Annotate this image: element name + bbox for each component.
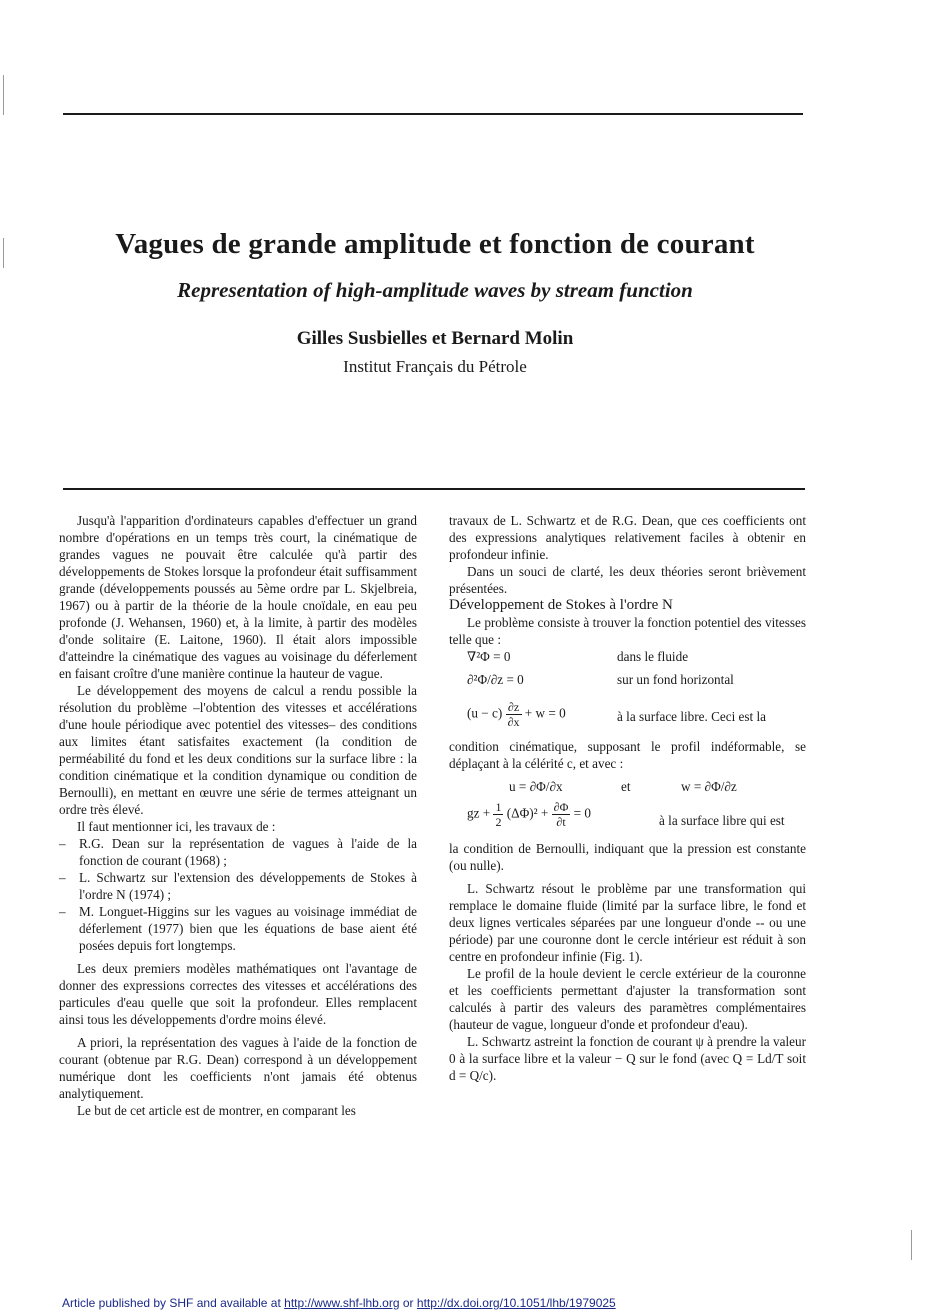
top-rule xyxy=(63,113,803,115)
equation-lhs: ∇²Φ = 0 xyxy=(467,649,511,664)
paragraph: Il faut mentionner ici, les travaux de : xyxy=(77,819,276,834)
paragraph: L. Schwartz astreint la fonction de courant ψ à prendre la valeur 0 à la surface libre et la valeur − Q sur le fond (avec Q = Ld/T soit d = Q/c). xyxy=(449,1034,806,1083)
scan-mark xyxy=(911,1230,912,1260)
right-column xyxy=(449,512,806,1084)
paragraph: Le développement des moyens de calcul a rendu possible la résolution du problème –l'obtention des vitesses et accélérations d'une houle périodique avec potentiel des vitesses– des conditions aux limites étant satisfaites exactement (la condition de perméabilité du fond et les deux conditions sur la surface libre : la condition cinématique et la condition dynamique ou condition de Bernoulli), en mettant en œuvre une série de termes atteignant un ordre très élevé. xyxy=(59,683,417,817)
list-item: – R.G. Dean sur la représentation de vagues à l'aide de la fonction de courant (1968) ; xyxy=(59,835,417,869)
left-column xyxy=(59,512,417,1119)
paragraph: condition cinématique, supposant le profil indéformable, se déplaçant à la célérité c, et avec : xyxy=(449,739,806,771)
authors: Gilles Susbielles et Bernard Molin xyxy=(296,328,574,349)
equation-w: w = ∂Φ/∂z xyxy=(681,779,737,794)
article-subtitle: Representation of high-amplitude waves by stream function xyxy=(177,278,693,302)
paragraph: Le but de cet article est de montrer, en comparant les xyxy=(77,1103,356,1118)
equation-part: (ΔΦ)² + xyxy=(506,805,549,821)
affiliation: Institut Français du Pétrole xyxy=(343,357,527,376)
paragraph: L. Schwartz résout le problème par une transformation qui remplace le domaine fluide (limité par la surface libre, le fond et deux lignes verticales séparées par une longueur d'onde -- ou une période) par une couronne dont le cercle intérieur est réduit à son centre en profondeur infinie (Fig. 1). xyxy=(449,881,806,964)
equation-part: gz + xyxy=(467,805,491,821)
fraction xyxy=(552,800,571,829)
section-rule xyxy=(63,488,805,490)
equation-condition: à la surface libre. Ceci est la xyxy=(617,709,767,724)
equation-lhs: ∂²Φ/∂z = 0 xyxy=(467,672,524,687)
paragraph: Dans un souci de clarté, les deux théories seront brièvement présentées. xyxy=(449,564,806,596)
equation-kinematic xyxy=(449,694,806,738)
equation-condition: sur un fond horizontal xyxy=(617,672,734,687)
doi-link[interactable]: http://dx.doi.org/10.1051/lhb/1979025 xyxy=(416,1296,616,1310)
section-heading: Développement de Stokes à l'ordre N xyxy=(449,597,673,613)
footer-text: Article published by SHF and available at xyxy=(62,1296,281,1310)
numerator: ∂Φ xyxy=(553,800,569,814)
paragraph: Le profil de la houle devient le cercle extérieur de la couronne et les coefficients permettant d'ajuster la transformation sont calculés à partir des valeurs des paramètres complémentaires (hauteur de vague, longueur d'onde et profondeur d'eau). xyxy=(449,966,806,1032)
fraction xyxy=(506,700,522,729)
equation-bernoulli xyxy=(449,800,806,840)
fraction xyxy=(493,800,503,829)
equation-part: + w = 0 xyxy=(524,705,566,721)
equation-velocities xyxy=(449,778,806,800)
denominator: 2 xyxy=(495,815,502,829)
numerator: ∂z xyxy=(506,700,522,715)
equation-condition: dans le fluide xyxy=(617,649,689,664)
paragraph: travaux de L. Schwartz et de R.G. Dean, que ces coefficients ont des expressions analytiques relativement faciles à obtenir en profondeur infinie. xyxy=(449,513,806,562)
paragraph: Jusqu'à l'apparition d'ordinateurs capables d'effectuer un grand nombre d'opérations en un temps très court, la cinématique de grandes vagues ne pouvait être calculée qu'à partir des développements de Stokes lorsque la profondeur était suffisamment grande (développements poussés au 5ème ordre par L. Skjelbreia, 1967) ou à partir de la théorie de la houle cnoïdale, en eau peu profonde (J. Wehansen, 1960) et, à la limite, à partir des modèles d'onde solitaire (E. Laitone, 1960). Il était alors impossible d'atteindre la cinématique des vagues au voisinage du déferlement en faisant croître d'une manière continue la hauteur de vague. xyxy=(59,513,417,681)
equation-bottom xyxy=(449,671,806,694)
paragraph: A priori, la représentation des vagues à l'aide de la fonction de courant (obtenue par R.G. Dean) correspond à un développement numérique dont les coefficients n'ont jamais été obtenus analytiquement. xyxy=(59,1035,417,1101)
shf-link[interactable]: http://www.shf-lhb.org xyxy=(284,1296,400,1310)
equation-laplace xyxy=(449,648,806,671)
footer-or: or xyxy=(402,1296,414,1310)
equation-part: = 0 xyxy=(573,805,591,821)
denominator: ∂t xyxy=(556,815,566,829)
paragraph: Le problème consiste à trouver la fonction potentiel des vitesses telle que : xyxy=(449,615,806,647)
denominator: ∂x xyxy=(507,715,520,729)
equation-and: et xyxy=(621,779,631,794)
list-item: – L. Schwartz sur l'extension des développements de Stokes à l'ordre N (1974) ; xyxy=(59,869,417,903)
scan-mark xyxy=(3,238,4,268)
equation-part: (u − c) xyxy=(467,705,503,721)
paragraph: Les deux premiers modèles mathématiques ont l'avantage de donner des expressions correctes des vitesses et accélérations des particules d'eau quelle que soit la profondeur. Elles remplacent ainsi tous les développements d'ordre moins élevé. xyxy=(59,961,417,1027)
reference-list xyxy=(59,835,417,954)
equation-u: u = ∂Φ/∂x xyxy=(509,779,563,794)
paragraph: la condition de Bernoulli, indiquant que la pression est constante (ou nulle). xyxy=(449,841,806,873)
article-title: Vagues de grande amplitude et fonction de courant xyxy=(115,228,755,260)
equation-condition: à la surface libre qui est xyxy=(659,813,785,828)
list-item: – M. Longuet-Higgins sur les vagues au voisinage immédiat de déferlement (1977) bien que les équations de base aient été posées depuis fort longtemps. xyxy=(59,903,417,954)
footer-citation xyxy=(62,1296,616,1310)
scan-mark xyxy=(3,75,4,115)
numerator: 1 xyxy=(495,800,502,814)
